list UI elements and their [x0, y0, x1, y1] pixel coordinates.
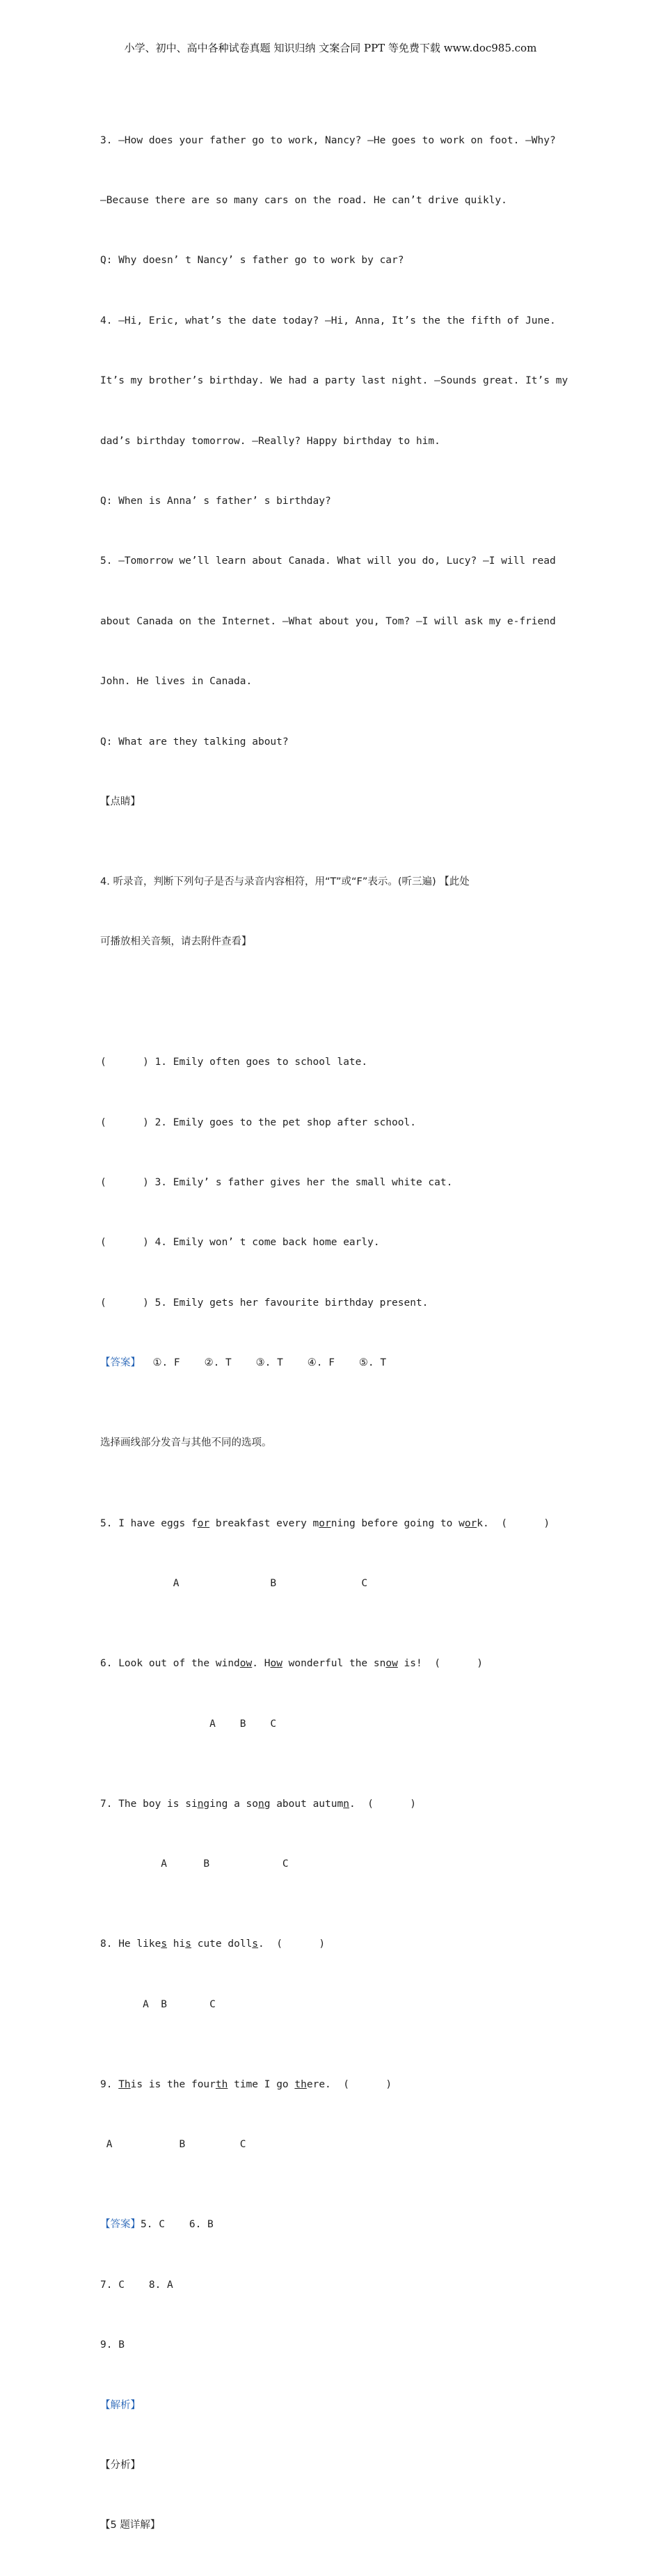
detail-5-heading: 【5 题详解】	[100, 2520, 161, 2531]
page-header: 小学、初中、高中各种试卷真题 知识归纳 文案合同 PPT 等免费下载 www.doc985.com	[124, 42, 537, 54]
dialog-5-line-1: 5. —Tomorrow we’ll learn about Canada. What will you do, Lucy? —I will read	[100, 555, 556, 567]
phonics-q7-labels: A B C	[100, 1858, 289, 1870]
section4-instruction-line-2: 可播放相关音频，请去附件查看】	[100, 936, 252, 948]
underlined-part: s	[185, 1938, 191, 1950]
underlined-part: ow	[270, 1658, 282, 1670]
dialog-4-line-1: 4. —Hi, Eric, what’s the date today? —Hi, Anna, It’s the the fifth of June.	[100, 315, 556, 326]
underlined-part: or	[464, 1517, 477, 1529]
underlined-part: th	[215, 2078, 228, 2090]
dialog-4-line-3: dad’s birthday tomorrow. —Really? Happy birthday to him.	[100, 435, 440, 447]
fenxi-heading: 【分析】	[100, 2460, 141, 2472]
phonics-q8: 8. He likes his cute dolls. ( )	[100, 1938, 326, 1950]
underlined-part: or	[319, 1517, 331, 1529]
underlined-part: s	[161, 1938, 168, 1950]
underlined-part: th	[294, 2078, 307, 2090]
underlined-part: ng	[258, 1798, 271, 1810]
underlined-part: ow	[385, 1658, 398, 1670]
underlined-part: ow	[239, 1658, 253, 1670]
phonics-q5-labels: A B C	[100, 1577, 368, 1589]
tf-item-2: ( ) 2. Emily goes to the pet shop after school.	[100, 1116, 416, 1128]
phonics-answer-line-3: 9. B	[100, 2339, 125, 2351]
tf-item-4: ( ) 4. Emily won’ t come back home early.	[100, 1237, 380, 1249]
tf-item-3: ( ) 3. Emily’ s father gives her the small white cat.	[100, 1177, 453, 1189]
answer-label: 【答案】	[100, 1357, 141, 1369]
dialog-5-question: Q: What are they talking about?	[100, 736, 289, 748]
jiexi-heading: 【解析】	[100, 2399, 141, 2411]
dialog-5-line-3: John. He lives in Canada.	[100, 676, 253, 688]
phonics-q6: 6. Look out of the window. How wonderful the snow is! ( )	[100, 1658, 484, 1670]
underlined-part: or	[197, 1517, 210, 1529]
dialog-3-line-1: 3. —How does your father go to work, Nancy? —He goes to work on foot. —Why?	[100, 134, 556, 146]
phonics-instruction: 选择画线部分发音与其他不同的选项。	[100, 1437, 272, 1449]
phonics-q9: 9. This is the fourth time I go there. ( )	[100, 2078, 392, 2090]
dialog-5-line-2: about Canada on the Internet. —What about you, Tom? —I will ask my e-friend	[100, 615, 556, 627]
underlined-part: n	[343, 1798, 349, 1810]
phonics-q7: 7. The boy is singing a song about autumn. ( )	[100, 1798, 416, 1810]
dianjing-heading: 【点睛】	[100, 796, 141, 807]
dialog-3-question: Q: Why doesn’ t Nancy’ s father go to work by car?	[100, 255, 404, 267]
dialog-3-line-2: —Because there are so many cars on the road. He can’t drive quikly.	[100, 194, 507, 206]
tf-answer-text: ①. F ②. T ③. T ④. F ⑤. T	[141, 1357, 387, 1369]
tf-item-1: ( ) 1. Emily often goes to school late.	[100, 1057, 368, 1068]
tf-answer-line	[100, 1353, 559, 1373]
phonics-q9-labels: A B C	[100, 2139, 246, 2151]
spacer	[100, 993, 559, 1013]
underlined-part: Th	[118, 2078, 131, 2090]
tf-item-5: ( ) 5. Emily gets her favourite birthday present.	[100, 1297, 429, 1309]
underlined-part: s	[252, 1938, 259, 1950]
phonics-q8-labels: A B C	[100, 1998, 216, 2010]
dialog-4-question: Q: When is Anna’ s father’ s birthday?	[100, 495, 331, 507]
phonics-answer-line-1: 【答案】5. C 6. B	[100, 2219, 214, 2231]
dialog-4-line-2: It’s my brother’s birthday. We had a party last night. —Sounds great. It’s my	[100, 375, 568, 387]
phonics-q5: 5. I have eggs for breakfast every morning before going to work. ( )	[100, 1517, 550, 1529]
document-body	[100, 90, 568, 2576]
section4-instruction-line-1: 4. 听录音，判断下列句子是否与录音内容相符，用“T”或“F”表示。(听三遍) 【此处	[100, 876, 470, 888]
phonics-q6-labels: A B C	[100, 1718, 277, 1730]
phonics-answer-line-2: 7. C 8. A	[100, 2279, 173, 2291]
underlined-part: ng	[197, 1798, 210, 1810]
answer-label: 【答案】	[100, 2219, 141, 2231]
